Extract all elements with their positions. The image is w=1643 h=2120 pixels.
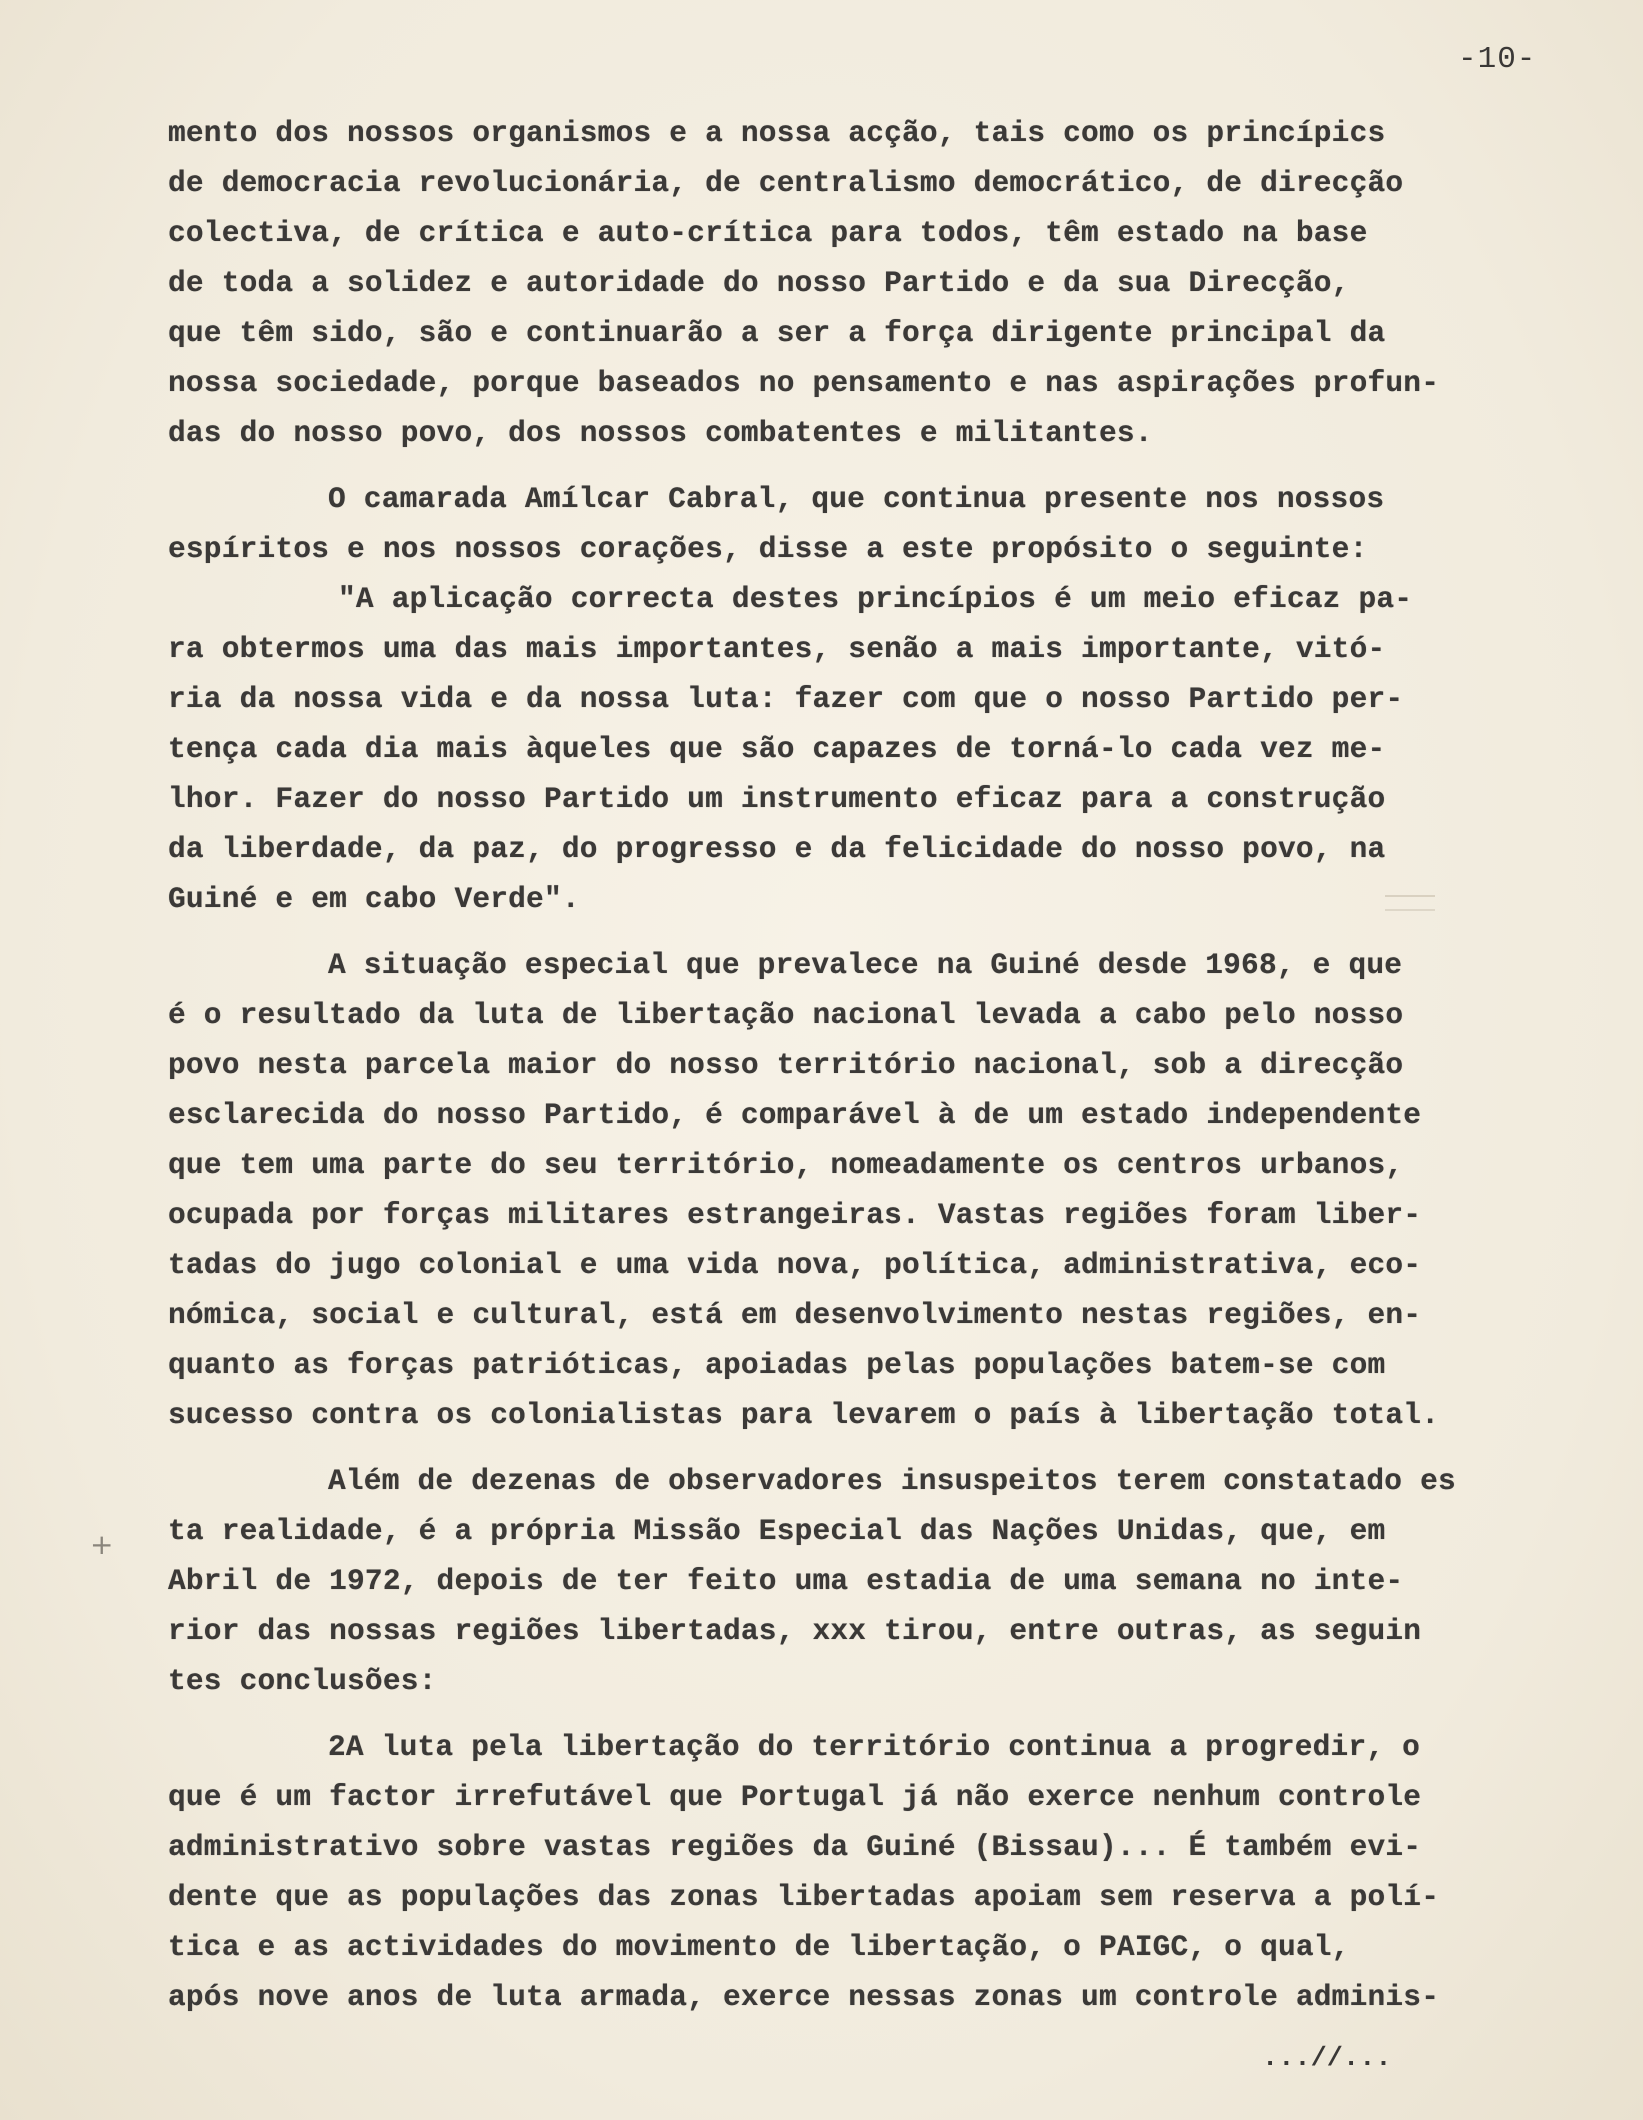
text-line: quanto as forças patrióticas, apoiadas pelas populações batem-se com — [168, 1348, 1386, 1382]
text-line: de toda a solidez e autoridade do nosso Partido e da sua Direcção, — [168, 266, 1350, 300]
text-line: que tem uma parte do seu território, nomeadamente os centros urbanos, — [168, 1148, 1404, 1182]
quote-line: "A aplicação correcta destes princípios é um meio eficaz pa- — [338, 582, 1413, 616]
text-line: após nove anos de luta armada, exerce nessas zonas um controle adminis- — [168, 1980, 1440, 2014]
text-line: das do nosso povo, dos nossos combatentes e militantes. — [168, 416, 1153, 450]
text-line: tica e as actividades do movimento de libertação, o PAIGC, o qual, — [168, 1930, 1350, 1964]
text-line: tes conclusões: — [168, 1664, 437, 1698]
text-line: ocupada por forças militares estrangeiras. Vastas regiões foram liber- — [168, 1198, 1422, 1232]
text-line: ria da nossa vida e da nossa luta: fazer com que o nosso Partido per- — [168, 682, 1404, 716]
page-number: -10- — [1458, 42, 1537, 77]
text-line: que é um factor irrefutável que Portugal já não exerce nenhum controle — [168, 1780, 1422, 1814]
body-text — [168, 108, 1608, 2022]
text-line: colectiva, de crítica e auto-crítica para todos, têm estado na base — [168, 216, 1368, 250]
text-line: Além de dezenas de observadores insuspeitos terem constatado es — [328, 1464, 1456, 1498]
text-line: ra obtermos uma das mais importantes, senão a mais importante, vitó- — [168, 632, 1386, 666]
text-line: O camarada Amílcar Cabral, que continua presente nos nossos — [328, 482, 1385, 516]
text-line: esclarecida do nosso Partido, é comparável à de um estado independente — [168, 1098, 1422, 1132]
text-line: povo nesta parcela maior do nosso território nacional, sob a direcção — [168, 1048, 1404, 1082]
margin-pencil-mark: + — [90, 1528, 114, 1561]
text-line: dente que as populações das zonas libertadas apoiam sem reserva a polí- — [168, 1880, 1440, 1914]
text-line: mento dos nossos organismos e a nossa acção, tais como os princípics — [168, 116, 1386, 150]
text-line: sucesso contra os colonialistas para levarem o país à libertação total. — [168, 1398, 1440, 1432]
text-line: Guiné e em cabo Verde". — [168, 882, 580, 916]
text-line: rior das nossas regiões libertadas, xxx tirou, entre outras, as seguin — [168, 1614, 1422, 1648]
text-line: administrativo sobre vastas regiões da Guiné (Bissau)... É também evi- — [168, 1830, 1422, 1864]
text-line: tadas do jugo colonial e uma vida nova, política, administrativa, eco- — [168, 1248, 1422, 1282]
text-line: ta realidade, é a própria Missão Especial das Nações Unidas, que, em — [168, 1514, 1386, 1548]
text-line: de democracia revolucionária, de centralismo democrático, de direcção — [168, 166, 1404, 200]
continuation-marker: ...//... — [1262, 2044, 1392, 2074]
text-line: lhor. Fazer do nosso Partido um instrumento eficaz para a construção — [168, 782, 1386, 816]
text-line: espíritos e nos nossos corações, disse a este propósito o seguinte: — [168, 532, 1368, 566]
text-line: Abril de 1972, depois de ter feito uma estadia de uma semana no inte- — [168, 1564, 1404, 1598]
text-line: nómica, social e cultural, está em desenvolvimento nestas regiões, en- — [168, 1298, 1422, 1332]
text-line: A situação especial que prevalece na Guiné desde 1968, e que — [328, 948, 1403, 982]
text-line: 2A luta pela libertação do território continua a progredir, o — [328, 1730, 1421, 1764]
text-line: que têm sido, são e continuarão a ser a força dirigente principal da — [168, 316, 1386, 350]
text-line: tença cada dia mais àqueles que são capazes de torná-lo cada vez me- — [168, 732, 1386, 766]
text-line: é o resultado da luta de libertação nacional levada a cabo pelo nosso — [168, 998, 1404, 1032]
text-line: da liberdade, da paz, do progresso e da felicidade do nosso povo, na — [168, 832, 1386, 866]
text-line: nossa sociedade, porque baseados no pensamento e nas aspirações profun- — [168, 366, 1440, 400]
